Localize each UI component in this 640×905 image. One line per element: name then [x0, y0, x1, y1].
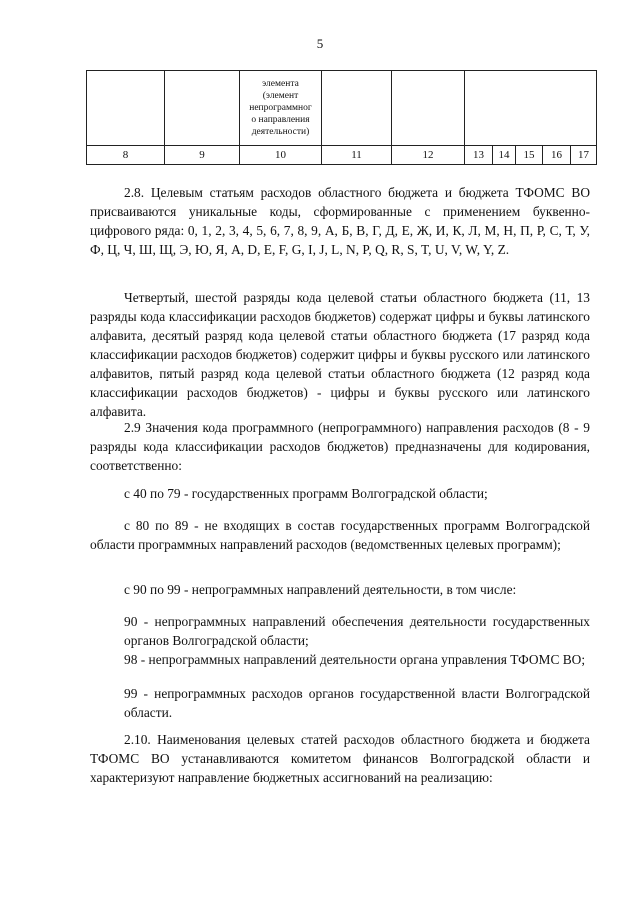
header-line: деятельности) [251, 127, 310, 137]
table-cell [165, 71, 240, 146]
column-number: 17 [571, 146, 597, 165]
table-cell [392, 71, 465, 146]
list-item-98: 98 - непрограммных направлений деятельности органа управления ТФОМС ВО; [124, 652, 586, 667]
paragraph-2-8: 2.8. Целевым статьям расходов областного бюджета и бюджета ТФОМС ВО присваиваются уникальные коды, сформированные с применением буквенно-цифрового ряда: 0, 1, 2, 3, 4, 5, 6, 7, 8, 9, А, Б, В, Г, Д, Е, Ж, И, К, Л, М, Н, П, Р, С, Т, У, Ф, Ц, Ч, Ш, Щ, Э, Ю, Я, A, D, E, F, G, I, J, L, N, P, Q, R, S, T, U, V, W, Y, Z. [90, 185, 590, 257]
paragraph-range-80-89: с 80 по 89 - не входящих в состав государственных программ Волгоградской области программных направлений расходов (ведомственных целевых программ); [90, 518, 590, 552]
column-number: 11 [322, 146, 392, 165]
table-cell [87, 71, 165, 146]
column-number: 14 [493, 146, 516, 165]
column-number: 16 [543, 146, 571, 165]
list-item-90: 90 - непрограммных направлений обеспечения деятельности государственных органов Волгоградской области; [124, 614, 590, 648]
column-number: 15 [516, 146, 543, 165]
paragraph-2-9: 2.9 Значения кода программного (непрограммного) направления расходов (8 - 9 разряды кода классификации расходов бюджетов) предназначены для кодирования, соответственно: [90, 420, 590, 473]
header-line: элемента [262, 79, 299, 89]
column-number: 10 [240, 146, 322, 165]
paragraph-range-40-79: с 40 по 79 - государственных программ Волгоградской области; [124, 486, 488, 501]
header-line: непрограммног [249, 103, 312, 113]
paragraph-range-90-99: с 90 по 99 - непрограммных направлений деятельности, в том числе: [124, 582, 517, 597]
column-number: 8 [87, 146, 165, 165]
classification-table-header [86, 70, 597, 165]
column-header-element [240, 71, 322, 146]
column-number: 9 [165, 146, 240, 165]
paragraph-2-10: 2.10. Наименования целевых статей расходов областного бюджета и бюджета ТФОМС ВО устанавливаются комитетом финансов Волгоградской области и характеризуют направление бюджетных ассигнований на реализацию: [90, 732, 590, 785]
header-line: (элемент [262, 91, 299, 101]
page-number: 5 [316, 36, 324, 51]
paragraph-digits: Четвертый, шестой разряды кода целевой статьи областного бюджета (11, 13 разряды кода классификации расходов бюджетов) содержат цифры и буквы латинского алфавита, десятый разряд кода целевой статьи областного бюджета (17 разряд кода классификации расходов бюджетов) содержит цифры и буквы русского или латинского алфавитов, пятый разряд кода целевой статьи областного бюджета (12 разряд кода классификации расходов бюджетов) - цифры и буквы русского или латинского алфавита. [90, 290, 590, 419]
header-line: о направления [251, 115, 310, 125]
table-cell [322, 71, 392, 146]
table-cell [465, 71, 597, 146]
list-item-99: 99 - непрограммных расходов органов государственной власти Волгоградской области. [124, 686, 590, 720]
column-number: 12 [392, 146, 465, 165]
column-number: 13 [465, 146, 493, 165]
